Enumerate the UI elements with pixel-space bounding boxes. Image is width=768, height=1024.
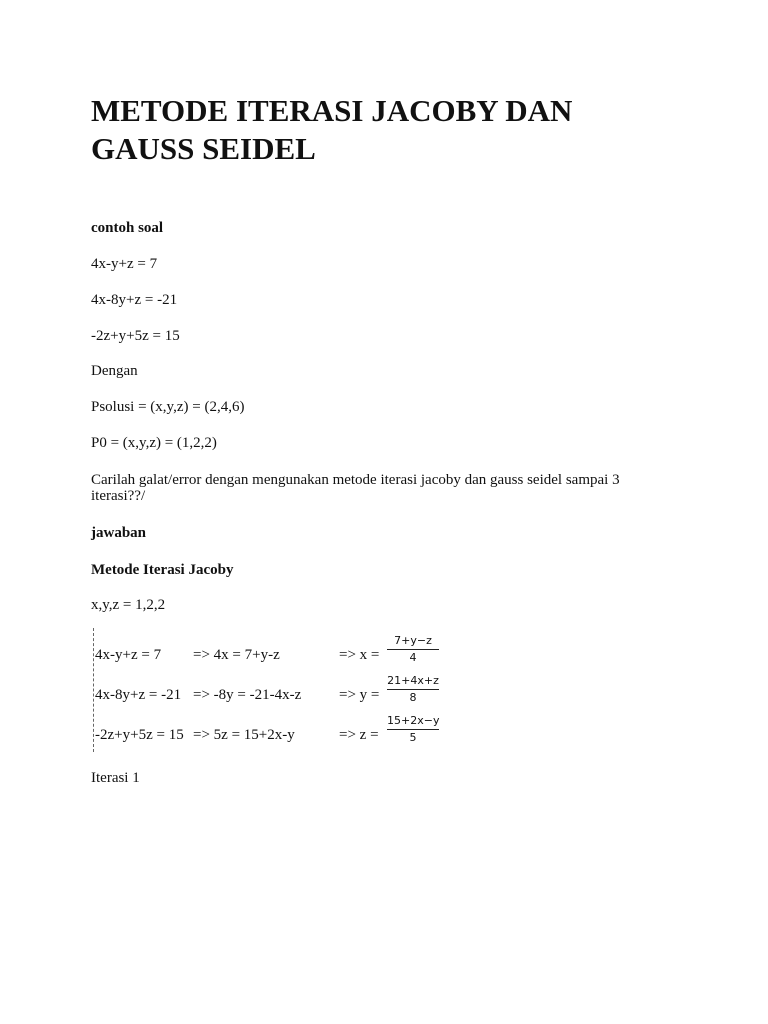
section-heading-contoh-soal: contoh soal	[91, 220, 164, 236]
derivation-row-y	[91, 674, 451, 708]
iterasi-1-heading: Iterasi 1	[91, 770, 140, 786]
dengan-text: Dengan	[91, 363, 138, 379]
fraction-numerator: 21+4x+z	[387, 674, 439, 690]
fraction	[387, 714, 439, 745]
fraction-numerator: 7+y−z	[387, 634, 439, 650]
derivation-result-label: => y =	[339, 687, 380, 703]
fraction	[387, 674, 439, 705]
psolusi-text: Psolusi = (x,y,z) = (2,4,6)	[91, 399, 245, 415]
derivation-step: => 5z = 15+2x-y	[193, 727, 295, 743]
fraction-denominator: 8	[409, 691, 417, 704]
derivation-step: => -8y = -21-4x-z	[193, 687, 302, 703]
section-heading-metode-jacoby: Metode Iterasi Jacoby	[91, 562, 234, 578]
fraction-denominator: 5	[409, 731, 417, 744]
section-heading-jawaban: jawaban	[91, 525, 147, 541]
derivation-step: => 4x = 7+y-z	[193, 647, 280, 663]
page-title	[91, 92, 691, 168]
question-text: Carilah galat/error dengan mengunakan metode iterasi jacoby dan gauss seidel sampai 3 iterasi??/	[91, 472, 620, 504]
derivation-result-label: => x =	[339, 647, 380, 663]
fraction	[387, 634, 439, 665]
equation-2: 4x-8y+z = -21	[91, 292, 178, 308]
p0-text: P0 = (x,y,z) = (1,2,2)	[91, 435, 217, 451]
title-line-2: GAUSS SEIDEL	[91, 131, 316, 166]
derivation-row-x	[91, 634, 451, 668]
derivation-equation: 4x-8y+z = -21	[95, 687, 182, 703]
derivation-result-label: => z =	[339, 727, 379, 743]
derivation-equation: 4x-y+z = 7	[95, 647, 162, 663]
derivation-row-z	[91, 714, 451, 748]
equation-3: -2z+y+5z = 15	[91, 328, 180, 344]
equation-derivation-image	[91, 628, 451, 752]
initial-values-text: x,y,z = 1,2,2	[91, 597, 166, 613]
equation-1: 4x-y+z = 7	[91, 256, 158, 272]
fraction-numerator: 15+2x−y	[387, 714, 439, 730]
title-line-1: METODE ITERASI JACOBY DAN	[91, 93, 573, 128]
derivation-equation: -2z+y+5z = 15	[95, 727, 184, 743]
fraction-denominator: 4	[409, 651, 417, 664]
